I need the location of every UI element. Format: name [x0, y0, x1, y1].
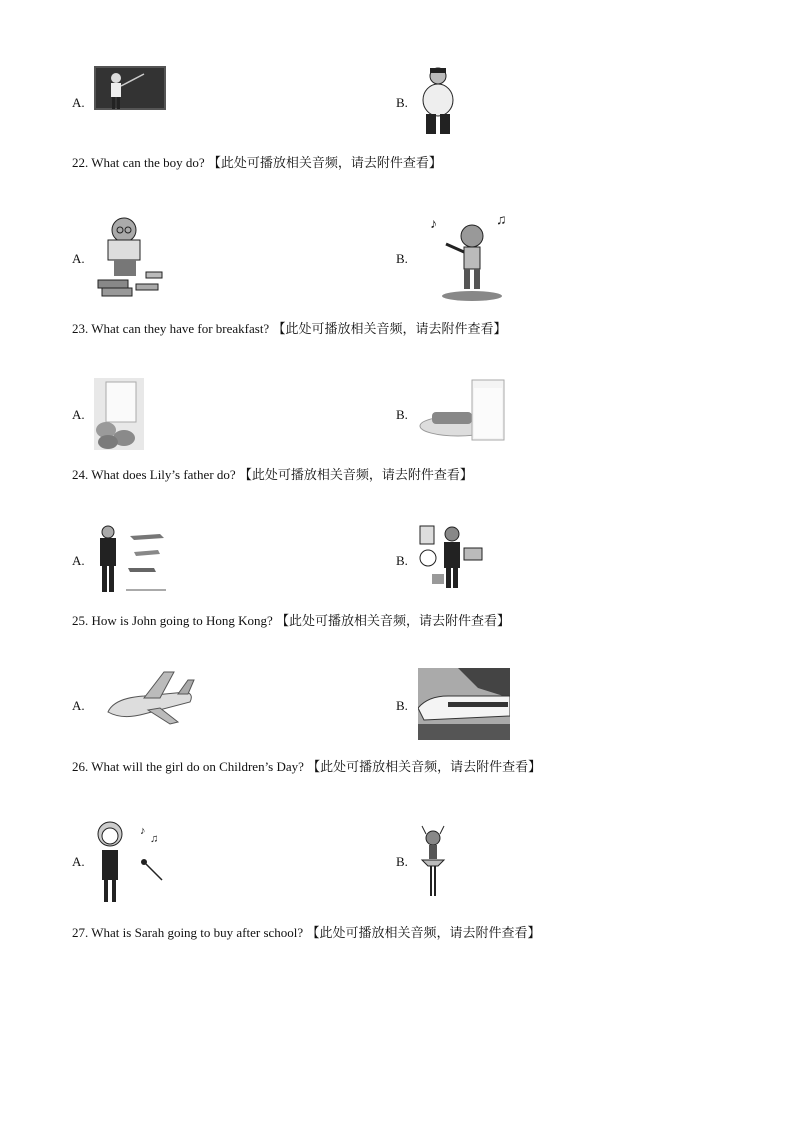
option-b-label: B.: [396, 95, 408, 110]
option-b-label: B.: [396, 854, 408, 869]
milk-and-eggs-picture: [94, 378, 144, 450]
svg-text:♫: ♫: [150, 833, 159, 845]
question-number: 22.: [72, 155, 89, 170]
option-a-label: A.: [72, 407, 85, 422]
question-text: What does Lily’s father do?: [91, 467, 236, 482]
bread-and-milk-picture: [418, 378, 514, 444]
audio-note[interactable]: 【此处可播放相关音频，请去附件查看】: [207, 155, 442, 170]
option-b-label: B.: [396, 251, 408, 266]
ballet-dancer-picture: [418, 824, 448, 900]
svg-text:♪: ♪: [140, 825, 146, 837]
question-23: [72, 318, 506, 337]
audio-note[interactable]: 【此处可播放相关音频，请去附件查看】: [238, 467, 473, 482]
option-b-label: B.: [396, 553, 408, 568]
audio-note[interactable]: 【此处可播放相关音频，请去附件查看】: [276, 613, 511, 628]
option-a-label: A.: [72, 95, 85, 110]
question-22: [72, 152, 442, 171]
audio-note[interactable]: 【此处可播放相关音频，请去附件查看】: [307, 759, 542, 774]
question-27: [72, 922, 540, 941]
option-b-label: B.: [396, 407, 408, 422]
option-a-label: A.: [72, 553, 85, 568]
office-worker-picture: [418, 524, 488, 590]
option-a-label: A.: [72, 251, 85, 266]
question-number: 27.: [72, 925, 89, 940]
question-text: What will the girl do on Children’s Day?: [91, 759, 304, 774]
option-a-label: A.: [72, 698, 85, 713]
svg-text:♫: ♫: [496, 213, 507, 228]
question-25: [72, 610, 510, 629]
question-26: [72, 756, 541, 775]
train-picture: [418, 668, 510, 740]
question-text: What can the boy do?: [91, 155, 205, 170]
audio-note[interactable]: 【此处可播放相关音频，请去附件查看】: [272, 321, 507, 336]
boy-singing-picture: [428, 210, 518, 302]
option-b-label: B.: [396, 698, 408, 713]
question-text: What is Sarah going to buy after school?: [91, 925, 304, 940]
question-text: What can they have for breakfast?: [91, 321, 270, 336]
pilot-picture: [94, 524, 166, 596]
question-text: How is John going to Hong Kong?: [91, 613, 273, 628]
fat-man-picture: [418, 66, 458, 136]
audio-note[interactable]: 【此处可播放相关音频，请去附件查看】: [306, 925, 541, 940]
svg-text:♪: ♪: [430, 217, 437, 232]
girl-singing-picture: [94, 820, 166, 904]
question-24: [72, 464, 473, 483]
question-number: 26.: [72, 759, 89, 774]
question-number: 24.: [72, 467, 89, 482]
question-number: 25.: [72, 613, 89, 628]
option-a-label: A.: [72, 854, 85, 869]
question-number: 23.: [72, 321, 89, 336]
boy-reading-picture: [96, 214, 164, 298]
teacher-picture: [94, 66, 166, 110]
plane-picture: [104, 668, 196, 728]
